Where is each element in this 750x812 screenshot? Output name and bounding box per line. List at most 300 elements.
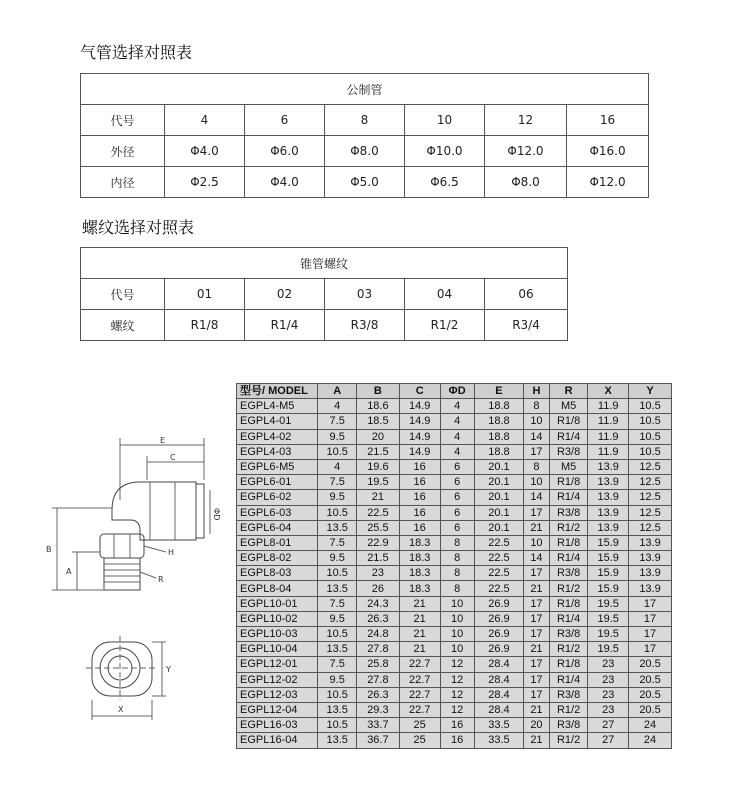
dimension-cell: 17 [524,505,550,520]
label-y: Y [166,665,171,674]
dimension-cell: 23 [588,702,629,717]
dimension-cell: 10.5 [318,687,357,702]
dimension-cell: R1/4 [549,490,588,505]
dimension-cell: 14.9 [399,444,440,459]
dimension-cell: 22.9 [356,535,399,550]
table-row [237,702,672,717]
dimension-cell: 20.5 [629,657,672,672]
row-label: 内径 [81,167,165,198]
dimension-cell: 22.7 [399,687,440,702]
dimension-cell: 16 [399,520,440,535]
label-d: ΦD [212,508,221,521]
dimension-cell: 17 [524,566,550,581]
dimension-cell: 13.9 [588,475,629,490]
dimension-cell: 12.5 [629,520,672,535]
dimension-cell: 27 [588,718,629,733]
value-cell: Φ4.0 [245,167,325,198]
dimension-cell: 22.7 [399,672,440,687]
dimension-cell: 19.5 [356,475,399,490]
dimension-cell: 10 [440,627,474,642]
table-row [237,551,672,566]
model-cell: EGPL16-04 [237,733,318,748]
dimension-cell: 20.5 [629,672,672,687]
table-row [237,672,672,687]
dimension-cell: 11.9 [588,444,629,459]
dimension-cell: 4 [440,444,474,459]
table-row [237,429,672,444]
dimension-cell: R3/8 [549,718,588,733]
dimension-cell: 12.5 [629,490,672,505]
row-label: 代号 [81,105,165,136]
model-cell: EGPL10-01 [237,596,318,611]
dimension-cell: 17 [629,611,672,626]
thread-table-title: 螺纹选择对照表 [82,218,195,237]
value-cell: R3/8 [325,310,405,341]
dimension-cell: 7.5 [318,657,357,672]
table-row [237,444,672,459]
dimension-cell: 25 [399,718,440,733]
dimension-cell: 16 [399,505,440,520]
dimension-cell: 22.5 [474,581,523,596]
dimension-cell: 10.5 [629,444,672,459]
fitting-drawing [0,0,240,812]
table-row [237,718,672,733]
dimension-cell: 4 [318,399,357,414]
dimension-cell: 24 [629,733,672,748]
dimension-cell: 16 [440,733,474,748]
dimension-cell: 9.5 [318,429,357,444]
model-cell: EGPL6-01 [237,475,318,490]
dimension-cell: 12 [440,687,474,702]
code-cell: 6 [245,105,325,136]
column-header: 型号/ MODEL [237,384,318,399]
table-row [237,627,672,642]
table-row [237,490,672,505]
dimension-cell: 8 [524,459,550,474]
dimension-cell: 21 [399,611,440,626]
dimension-cell: 6 [440,459,474,474]
dimension-cell: 16 [399,490,440,505]
dimension-cell: 21 [524,702,550,717]
dimension-cell: 22.5 [474,535,523,550]
dimension-cell: R1/8 [549,596,588,611]
table-row [237,520,672,535]
dimension-cell: 13.5 [318,702,357,717]
dimension-cell: 21 [524,642,550,657]
column-header: B [356,384,399,399]
dimension-cell: 15.9 [588,535,629,550]
dimension-cell: 11.9 [588,399,629,414]
column-header: H [524,384,550,399]
dimension-cell: 26.9 [474,642,523,657]
dimension-cell: 17 [629,596,672,611]
column-header: A [318,384,357,399]
model-cell: EGPL8-01 [237,535,318,550]
model-cell: EGPL12-01 [237,657,318,672]
code-cell: 01 [165,279,245,310]
dimension-cell: 13.9 [588,505,629,520]
table-row [237,566,672,581]
dimension-cell: 14 [524,490,550,505]
dimension-cell: 18.8 [474,429,523,444]
dimension-cell: 4 [440,399,474,414]
dimension-cell: 10 [524,535,550,550]
model-cell: EGPL12-04 [237,702,318,717]
dimension-cell: 8 [440,535,474,550]
value-cell: R3/4 [485,310,568,341]
dimension-cell: 10 [440,596,474,611]
dimension-cell: 13.9 [588,520,629,535]
dimension-cell: 12 [440,702,474,717]
model-dimension-table [236,383,672,749]
dimension-cell: 22.7 [399,702,440,717]
dimension-cell: 14 [524,429,550,444]
label-x: X [118,705,124,714]
table-row [237,733,672,748]
thread-table-caption: 锥管螺纹 [81,248,568,279]
dimension-cell: 24.8 [356,627,399,642]
dimension-cell: 10.5 [629,399,672,414]
dimension-cell: 17 [524,657,550,672]
dimension-cell: 13.9 [629,566,672,581]
table-header-row [237,384,672,399]
dimension-cell: 16 [399,475,440,490]
dimension-cell: 10.5 [318,718,357,733]
dimension-cell: 13.9 [629,581,672,596]
dimension-cell: 4 [440,429,474,444]
model-cell: EGPL6-02 [237,490,318,505]
dimension-cell: 6 [440,505,474,520]
dimension-cell: 18.3 [399,551,440,566]
dimension-cell: R1/2 [549,733,588,748]
code-cell: 10 [405,105,485,136]
value-cell: Φ6.5 [405,167,485,198]
dimension-cell: 16 [440,718,474,733]
dimension-cell: 12.5 [629,505,672,520]
dimension-cell: 15.9 [588,551,629,566]
dimension-cell: 18.8 [474,444,523,459]
row-label: 外径 [81,136,165,167]
dimension-cell: R1/4 [549,672,588,687]
dimension-cell: 10 [524,475,550,490]
dimension-cell: 9.5 [318,551,357,566]
dimension-cell: 15.9 [588,566,629,581]
value-cell: Φ12.0 [567,167,649,198]
dimension-cell: 26.9 [474,596,523,611]
dimension-cell: 18.3 [399,566,440,581]
elbow-body [112,482,196,540]
model-cell: EGPL10-03 [237,627,318,642]
dimension-cell: M5 [549,459,588,474]
value-cell: Φ12.0 [485,136,567,167]
dimension-cell: 18.3 [399,535,440,550]
label-c: C [170,453,176,462]
dimension-cell: 12 [440,672,474,687]
value-cell: Φ6.0 [245,136,325,167]
label-r: R [158,575,164,584]
dimension-cell: 29.3 [356,702,399,717]
code-cell: 4 [165,105,245,136]
table-row [237,475,672,490]
dimension-cell: 19.5 [588,627,629,642]
model-cell: EGPL10-02 [237,611,318,626]
dimension-cell: 20 [524,718,550,733]
column-header: Y [629,384,672,399]
dimension-cell: 27.8 [356,642,399,657]
dimension-cell: 6 [440,490,474,505]
dimension-cell: 17 [524,687,550,702]
dimension-cell: 10.5 [318,505,357,520]
table-row [237,581,672,596]
column-header: C [399,384,440,399]
dimension-cell: 13.5 [318,581,357,596]
dimension-cell: 14 [524,551,550,566]
model-cell: EGPL6-M5 [237,459,318,474]
dimension-cell: 22.5 [474,551,523,566]
code-cell: 12 [485,105,567,136]
dimension-cell: R1/8 [549,414,588,429]
dimension-cell: 26.3 [356,611,399,626]
dimension-cell: 10 [440,611,474,626]
dimension-cell: 28.4 [474,672,523,687]
dimension-cell: 17 [524,596,550,611]
dimension-cell: 11.9 [588,414,629,429]
dimension-cell: 33.5 [474,718,523,733]
dimension-cell: 13.5 [318,642,357,657]
dimension-cell: 22.5 [356,505,399,520]
dimension-cell: 13.9 [629,551,672,566]
dimension-cell: 21 [524,581,550,596]
value-cell: Φ5.0 [325,167,405,198]
dimension-cell: 17 [524,611,550,626]
dimension-cell: 13.9 [588,459,629,474]
dimension-cell: 18.6 [356,399,399,414]
dimension-cell: 28.4 [474,687,523,702]
dimension-cell: 13.9 [629,535,672,550]
dimension-cell: 21 [399,596,440,611]
table-row [237,505,672,520]
dimension-cell: 21 [524,520,550,535]
dimension-cell: 10.5 [318,444,357,459]
dimension-cell: 13.5 [318,733,357,748]
label-a: A [66,567,72,576]
table-row [237,535,672,550]
dimension-cell: 13.5 [318,520,357,535]
dimension-cell: 36.7 [356,733,399,748]
value-cell: Φ8.0 [485,167,567,198]
table-row [237,657,672,672]
column-header: ΦD [440,384,474,399]
dimension-cell: 23 [588,672,629,687]
dimension-cell: 10.5 [629,429,672,444]
label-e: E [160,436,166,445]
dimension-cell: 20 [356,429,399,444]
model-cell: EGPL8-03 [237,566,318,581]
dimension-cell: 7.5 [318,414,357,429]
table-row [237,611,672,626]
dimension-cell: 12.5 [629,459,672,474]
dimension-cell: 25.5 [356,520,399,535]
dimension-cell: 11.9 [588,429,629,444]
dimension-cell: 26.9 [474,627,523,642]
dimension-cell: 24.3 [356,596,399,611]
dimension-cell: 9.5 [318,672,357,687]
dimension-cell: 8 [440,551,474,566]
dimension-cell: 21 [356,490,399,505]
dimension-cell: 18.5 [356,414,399,429]
dimension-cell: 26.3 [356,687,399,702]
code-cell: 8 [325,105,405,136]
dimension-cell: 33.5 [474,733,523,748]
dimension-cell: 6 [440,475,474,490]
tube-table-title: 气管选择对照表 [80,43,193,62]
dimension-cell: 21 [399,627,440,642]
dimension-cell: 22.7 [399,657,440,672]
dimension-cell: 24 [629,718,672,733]
dimension-cell: R3/8 [549,566,588,581]
dimension-cell: R1/2 [549,581,588,596]
dimension-cell: 20.5 [629,702,672,717]
dimension-cell: 7.5 [318,535,357,550]
dimension-cell: 15.9 [588,581,629,596]
dimension-cell: R3/8 [549,505,588,520]
model-cell: EGPL6-03 [237,505,318,520]
row-label: 代号 [81,279,165,310]
dimension-cell: 21 [399,642,440,657]
dimension-cell: 21.5 [356,444,399,459]
dimension-cell: 13.9 [588,490,629,505]
dimension-cell: R1/2 [549,642,588,657]
dimension-cell: 17 [629,642,672,657]
table-row [237,399,672,414]
dimension-cell: R3/8 [549,627,588,642]
dimension-cell: 20.1 [474,475,523,490]
dimension-cell: 18.8 [474,414,523,429]
label-h: H [168,548,175,557]
dimension-cell: 17 [524,444,550,459]
dimension-cell: 10.5 [318,566,357,581]
dimension-cell: 26 [356,581,399,596]
model-cell: EGPL10-04 [237,642,318,657]
dimension-cell: R3/8 [549,687,588,702]
model-cell: EGPL12-03 [237,687,318,702]
column-header: R [549,384,588,399]
value-cell: R1/8 [165,310,245,341]
dimension-cell: 19.5 [588,611,629,626]
dimension-cell: 23 [588,687,629,702]
model-cell: EGPL4-01 [237,414,318,429]
model-cell: EGPL4-M5 [237,399,318,414]
dimension-cell: 21 [524,733,550,748]
collet-ring [196,484,204,538]
dimension-cell: 17 [524,672,550,687]
row-label: 螺纹 [81,310,165,341]
dimension-cell: 10.5 [318,627,357,642]
column-header: E [474,384,523,399]
dimension-cell: 20.5 [629,687,672,702]
dimension-cell: 23 [588,657,629,672]
dimension-cell: 17 [524,627,550,642]
model-cell: EGPL4-02 [237,429,318,444]
dimension-cell: 16 [399,459,440,474]
dimension-cell: 8 [440,581,474,596]
column-header: X [588,384,629,399]
label-b: B [46,545,52,554]
table-row [237,459,672,474]
dimension-cell: 12 [440,657,474,672]
value-cell: Φ10.0 [405,136,485,167]
dimension-cell: R1/4 [549,429,588,444]
dimension-cell: 8 [440,566,474,581]
table-row [237,596,672,611]
value-cell: R1/2 [405,310,485,341]
model-cell: EGPL8-04 [237,581,318,596]
dimension-cell: 6 [440,520,474,535]
model-cell: EGPL6-04 [237,520,318,535]
dimension-cell: 10 [524,414,550,429]
table-row [237,687,672,702]
dimension-cell: R1/4 [549,551,588,566]
dimension-cell: 28.4 [474,702,523,717]
value-cell: Φ8.0 [325,136,405,167]
code-cell: 06 [485,279,568,310]
value-cell: Φ2.5 [165,167,245,198]
dimension-cell: R1/8 [549,657,588,672]
dimension-cell: 28.4 [474,657,523,672]
dimension-cell: 19.6 [356,459,399,474]
dimension-cell: 12.5 [629,475,672,490]
dimension-cell: 26.9 [474,611,523,626]
model-cell: EGPL12-02 [237,672,318,687]
dimension-cell: 22.5 [474,566,523,581]
dimension-cell: 9.5 [318,490,357,505]
code-cell: 02 [245,279,325,310]
dimension-cell: 14.9 [399,429,440,444]
dimension-cell: 20.1 [474,520,523,535]
dimension-cell: R1/2 [549,520,588,535]
value-cell: Φ4.0 [165,136,245,167]
dimension-cell: 27.8 [356,672,399,687]
value-cell: Φ16.0 [567,136,649,167]
dimension-cell: 20.1 [474,505,523,520]
model-cell: EGPL16-03 [237,718,318,733]
dimension-cell: 18.3 [399,581,440,596]
dimension-cell: R1/4 [549,611,588,626]
code-cell: 16 [567,105,649,136]
dimension-cell: R1/8 [549,475,588,490]
hex-nut [100,534,144,558]
model-cell: EGPL8-02 [237,551,318,566]
dimension-cell: 4 [318,459,357,474]
dimension-cell: 25.8 [356,657,399,672]
threaded-stem [104,558,140,590]
model-cell: EGPL4-03 [237,444,318,459]
dimension-cell: 33.7 [356,718,399,733]
dimension-cell: 9.5 [318,611,357,626]
dimension-cell: 17 [629,627,672,642]
dimension-cell: 14.9 [399,414,440,429]
code-cell: 04 [405,279,485,310]
table-row [237,414,672,429]
dimension-cell: 4 [440,414,474,429]
dimension-cell: 20.1 [474,490,523,505]
dimension-cell: 8 [524,399,550,414]
table-row [237,642,672,657]
dimension-cell: 19.5 [588,596,629,611]
dimension-cell: 25 [399,733,440,748]
dimension-cell: M5 [549,399,588,414]
dimension-cell: 10.5 [629,414,672,429]
